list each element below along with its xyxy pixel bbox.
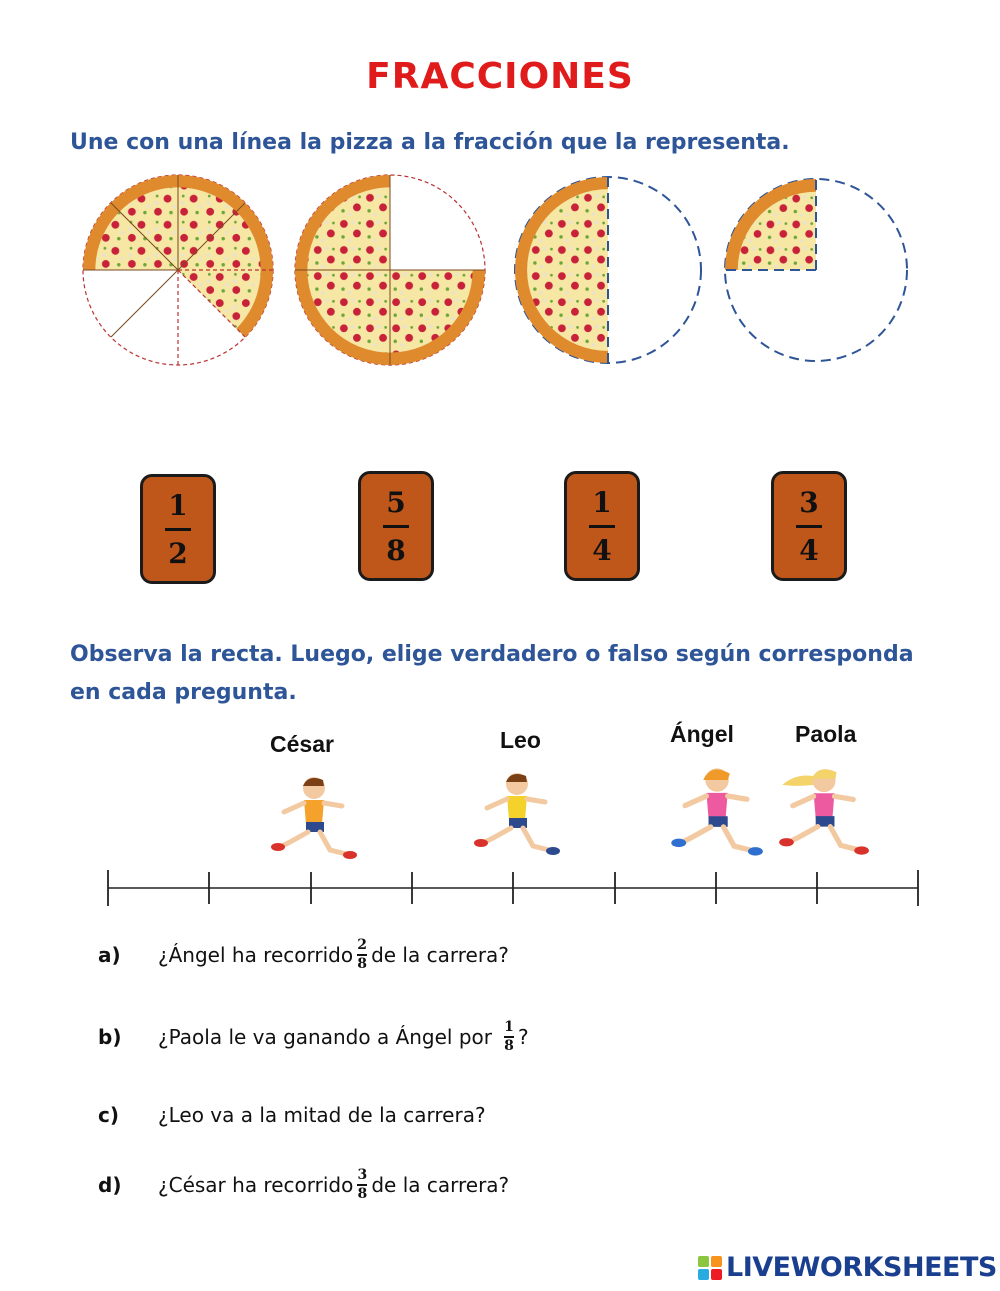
inline-fraction [504,1020,514,1054]
card-numerator: 5 [386,485,406,519]
fraction-card-1-2[interactable] [140,474,216,584]
question-text-end: ? [518,1024,529,1049]
runner-boy-icon [470,768,562,860]
question-text-end: de la carrera? [371,1172,510,1197]
instruction-number-line: Observa la recta. Luego, elige verdadero o falso según corresponda en cada pregunta. [70,642,914,705]
logo-blocks-icon [698,1256,722,1280]
fraction-bar [383,525,409,528]
card-denominator: 4 [799,533,819,567]
fraction-numerator: 2 [357,937,367,953]
question-label: d) [98,1172,122,1197]
runner-name-paola: Paola [795,721,857,747]
runner-name-cesar: César [270,731,334,757]
question-a[interactable] [98,938,509,972]
question-b[interactable] [98,1020,529,1054]
fraction-bar [589,525,615,528]
fraction-bar [165,528,191,531]
question-text: ¿Ángel ha recorrido [158,942,354,967]
inline-fraction [357,1168,367,1202]
fraction-numerator: 1 [504,1019,514,1035]
pizza-three-quarters-icon[interactable] [290,170,490,370]
card-denominator: 8 [386,533,406,567]
question-text: ¿Leo va a la mitad de la carrera? [158,1103,486,1127]
pizza-five-eighths-icon[interactable] [78,170,278,370]
page-title: FRACCIONES [366,56,634,97]
liveworksheets-logo [698,1252,997,1283]
question-text-end: de la carrera? [371,942,509,967]
runner-girl-icon [668,763,764,861]
runner-name-leo: Leo [500,727,541,753]
card-numerator: 1 [168,488,188,522]
fraction-card-3-4[interactable] [771,471,847,581]
card-numerator: 3 [799,485,819,519]
runner-name-angel: Ángel [670,721,734,747]
question-label: a) [98,942,121,967]
instruction-match: Une con una línea la pizza a la fracción que la representa. [70,130,790,155]
runner-boy-icon [268,772,358,864]
runner-girl-icon [776,764,870,860]
fraction-card-1-4[interactable] [564,471,640,581]
fraction-bar [796,525,822,528]
card-denominator: 2 [168,536,188,570]
inline-fraction [357,938,367,972]
fraction-denominator: 8 [504,1037,514,1054]
question-c[interactable] [98,1103,486,1127]
logo-text: LIVEWORKSHEETS [726,1252,997,1283]
question-text: ¿Paola le va ganando a Ángel por [158,1024,492,1049]
number-line [100,866,930,912]
fraction-card-5-8[interactable] [358,471,434,581]
fraction-denominator: 8 [357,1185,368,1202]
card-numerator: 1 [592,485,612,519]
question-label: c) [98,1103,119,1127]
question-label: b) [98,1024,122,1049]
fraction-numerator: 3 [357,1167,368,1183]
pizza-half-icon[interactable] [508,170,708,370]
question-text: ¿César ha recorrido [158,1172,354,1197]
question-d[interactable] [98,1168,509,1202]
pizza-quarter-icon[interactable] [716,170,916,370]
card-denominator: 4 [592,533,612,567]
fraction-denominator: 8 [357,955,367,972]
